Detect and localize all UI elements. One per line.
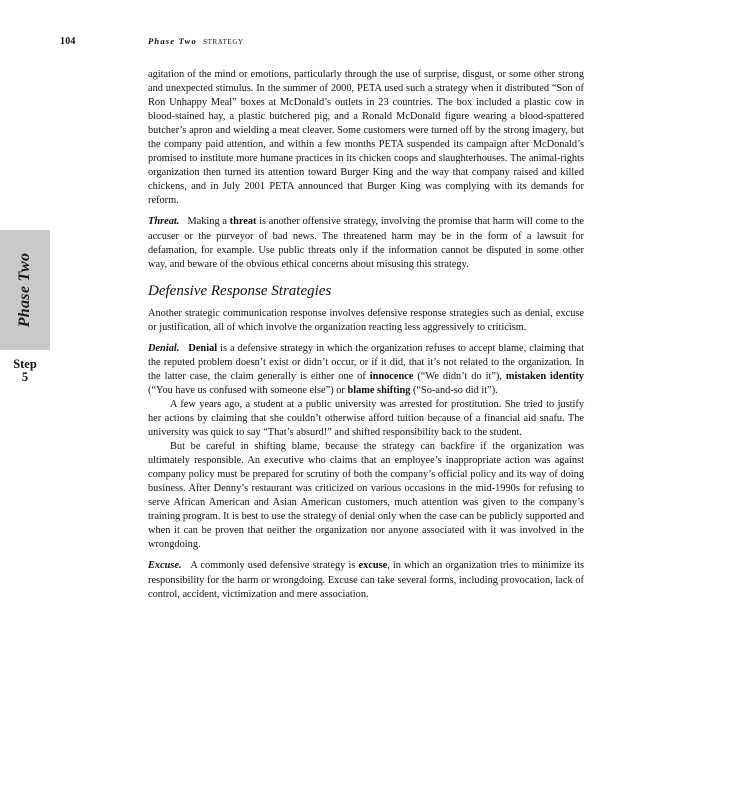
running-head-phase: Phase Two <box>148 36 197 46</box>
paragraph-denial <box>148 342 584 398</box>
running-head <box>148 36 244 46</box>
paragraph-excuse <box>148 559 584 601</box>
denial-text-2: (“We didn’t do it”), <box>417 370 502 382</box>
mistaken-identity-term: mistaken identity <box>505 370 584 382</box>
running-head-section: STRATEGY <box>203 38 244 46</box>
innocence-term: innocence <box>369 370 414 382</box>
excuse-text-body: , in which an organization tries to minimize its responsibility for the harm or wrongdoing. Excuse can take several forms, including provocation, lack of control, accident, victimization and mere association. <box>148 560 585 600</box>
page-number: 104 <box>60 36 76 47</box>
step-word: Step <box>13 357 37 371</box>
denial-text-4: (“So-and-so did it”). <box>413 384 498 396</box>
section-heading: Defensive Response Strategies <box>148 282 332 299</box>
body-text <box>148 68 584 602</box>
denial-term: Denial <box>188 342 218 354</box>
paragraph-student-example: A few years ago, a student at a public university was arrested for prostitution. She tried to justify her actions by claiming that she couldn’t otherwise afford tuition because of a financial aid snafu. The university was quick to say “That’s absurd!” and shifted responsibility back to the student. <box>148 398 584 439</box>
step-label <box>4 358 46 384</box>
denial-text-1: is a defensive strategy in which the organization refuses to accept blame, claiming that the reputed problem doesn’t exist or didn’t occur, or if it did, that it’s not related to the organization. In the latter case, the claim generally is either one of <box>148 342 584 382</box>
paragraph-agitation: agitation of the mind or emotions, particularly through the use of surprise, disgust, or some other strong and unexpected stimulus. In the summer of 2000, PETA used such a strategy when it distributed “Son of Ron Unhappy Meal” boxes at McDonald’s outlets in 23 countries. The box included a plastic cow in blood-stained hay, a plastic butchered pig, and a Ronald McDonald figure wearing a blood-spattered butcher’s apron and wielding a meat cleaver. Some customers were turned off by the strong imagery, but the company paid attention, and within a few months PETA suspended its campaign after McDonald’s promised to institute more humane practices in its chicken coops and slaughterhouses. The animal-rights organization then turned its attention toward Burger King and the way that company raised and killed chickens, and in July 2001 PETA announced that Burger King was complying with its demands for reform. <box>148 69 584 207</box>
denial-run-in-heading: Denial. <box>148 342 180 354</box>
paragraph-threat <box>148 215 584 271</box>
paragraph-defensive-intro: Another strategic communication response involves defensive response strategies such as denial, excuse or justification, all of which involve the organization reacting less aggressively to criticism. <box>148 307 584 333</box>
excuse-text-intro: A commonly used defensive strategy is <box>190 560 356 572</box>
paragraph-blame-caution: But be careful in shifting blame, because the strategy can backfire if the organization was ultimately responsible. An executive who claims that an employee’s inappropriate action was against company policy must be prepared for scrutiny of both the company’s official policy and its way of doing business. After Denny’s restaurant was criticized on various occasions in the mid-1990s for refusing to serve African American and Asian American customers, much attention was given to the company’s training program. It is best to use the strategy of denial only when the case can be publicly supported and when it can be proven that neither the organization nor anyone associated with it was involved in the wrongdoing. <box>148 441 584 551</box>
step-number: 5 <box>21 370 29 384</box>
blame-shifting-term: blame shifting <box>347 384 411 396</box>
threat-run-in-heading: Threat. <box>148 216 180 228</box>
threat-text-intro: Making a <box>187 216 227 228</box>
phase-side-tab <box>0 230 50 350</box>
excuse-term: excuse <box>358 560 388 572</box>
denial-text-3: (“You have us confused with someone else”) or <box>148 384 345 396</box>
threat-term: threat <box>229 216 257 228</box>
threat-text-body: is another offensive strategy, involving the promise that harm will come to the accuser or the purveyor of bad news. The threatened harm may be in the form of a lawsuit for defamation, for example. Use public threats only if the information cannot be disputed in some other way, and beware of the obvious ethical concerns about misusing this strategy. <box>148 216 584 270</box>
excuse-run-in-heading: Excuse. <box>148 560 182 572</box>
side-tab-label: Phase Two <box>16 252 33 328</box>
